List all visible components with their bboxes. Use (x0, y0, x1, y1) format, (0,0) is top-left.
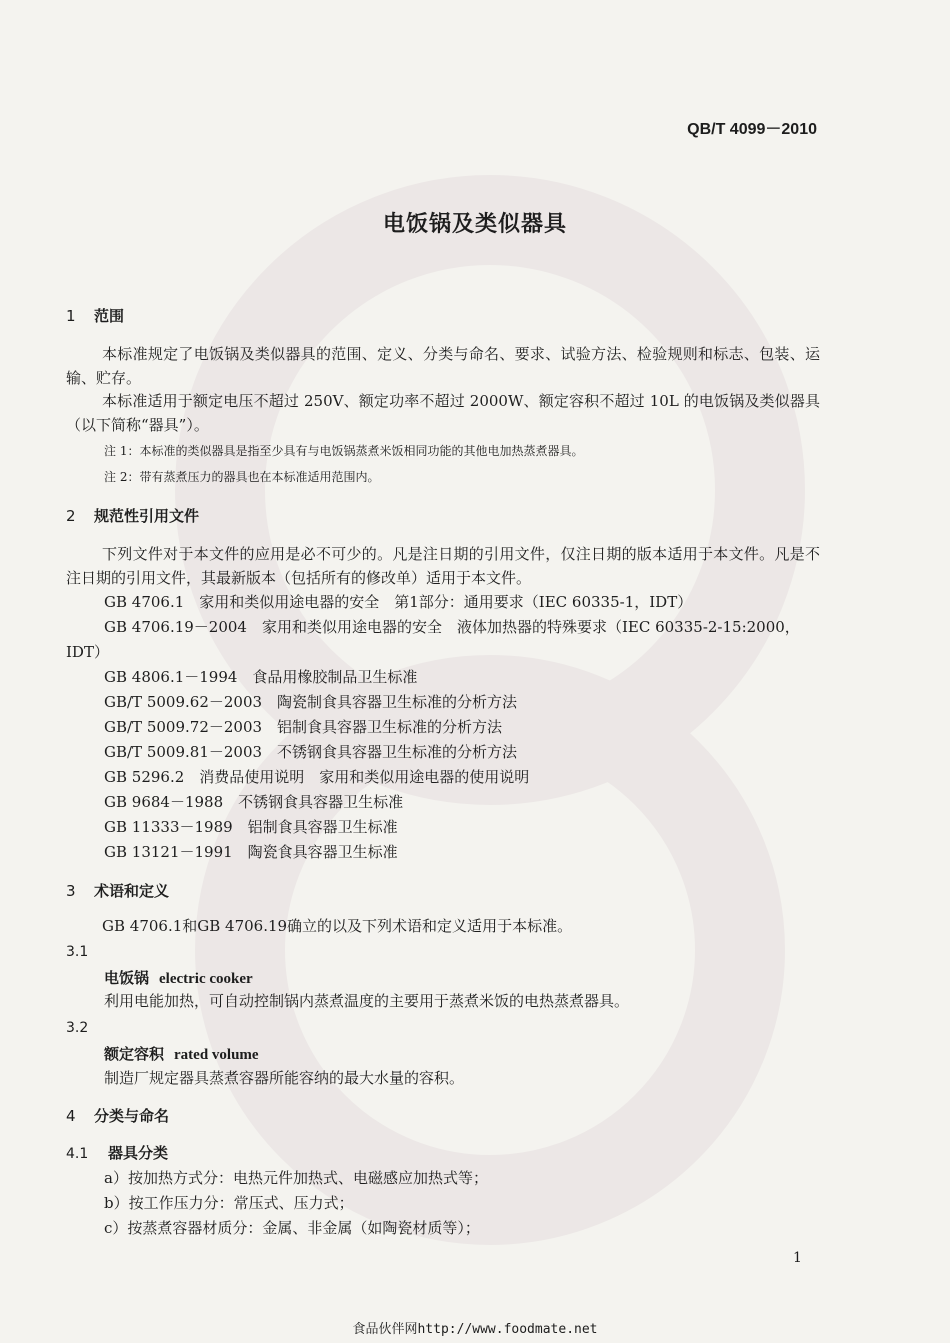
section-number: 4 (66, 1107, 76, 1125)
footer-source: 食品伙伴网http://www.foodmate.net (352, 1322, 598, 1337)
term-en: rated volume (174, 1047, 259, 1063)
list-item: b）按工作压力分：常压式、压力式； (104, 1194, 354, 1212)
term-heading (104, 967, 253, 988)
section-2-heading (66, 505, 199, 526)
reference-item: GB 4806.1－1994 食品用橡胶制品卫生标准 (104, 668, 418, 686)
section-4-heading (66, 1105, 169, 1126)
reference-item: GB/T 5009.62－2003 陶瓷制食具容器卫生标准的分析方法 (104, 693, 518, 711)
subsection-title: 器具分类 (108, 1144, 169, 1162)
document-title: 电饭锅及类似器具 (382, 212, 567, 237)
term-definition: 利用电能加热，可自动控制锅内蒸煮温度的主要用于蒸煮米饭的电热蒸煮器具。 (104, 992, 630, 1010)
page-number: 1 (793, 1250, 802, 1266)
section-title: 分类与命名 (94, 1107, 170, 1125)
reference-item-continuation: IDT） (66, 643, 109, 661)
note: 注 2：带有蒸煮压力的器具也在本标准适用范围内。 (104, 470, 380, 484)
note: 注 1：本标准的类似器具是指至少具有与电饭锅蒸煮米饭相同功能的其他电加热蒸煮器具。 (104, 444, 584, 458)
section-number: 3 (66, 882, 76, 900)
reference-item: GB 9684－1988 不锈钢食具容器卫生标准 (104, 793, 404, 811)
clause-number: 3.1 (66, 944, 89, 960)
section-title: 规范性引用文件 (94, 507, 200, 525)
term-en: electric cooker (159, 971, 253, 987)
paragraph: GB 4706.1和GB 4706.19确立的以及下列术语和定义适用于本标准。 (102, 917, 573, 935)
reference-item: GB 4706.1 家用和类似用途电器的安全 第1部分：通用要求（IEC 60335-1，IDT） (104, 593, 693, 611)
clause-number: 3.2 (66, 1020, 89, 1036)
section-number: 1 (66, 307, 76, 325)
term-heading (104, 1043, 259, 1064)
list-item: a）按加热方式分：电热元件加热式、电磁感应加热式等； (104, 1169, 488, 1187)
paragraph: 下列文件对于本文件的应用是必不可少的。凡是注日期的引用文件，仅注日期的版本适用于本文件。凡是不注日期的引用文件，其最新版本（包括所有的修改单）适用于本文件。 (66, 545, 820, 587)
paragraph: 本标准规定了电饭锅及类似器具的范围、定义、分类与命名、要求、试验方法、检验规则和标志、包装、运输、贮存。 (66, 345, 820, 387)
section-1-heading (66, 305, 124, 326)
subsection-number: 4.1 (66, 1146, 89, 1162)
term-definition: 制造厂规定器具蒸煮容器所能容纳的最大水量的容积。 (104, 1069, 465, 1087)
list-item: c）按蒸煮容器材质分：金属、非金属（如陶瓷材质等）； (104, 1219, 480, 1237)
reference-item: GB/T 5009.72－2003 铝制食具容器卫生标准的分析方法 (104, 718, 503, 736)
paragraph: 本标准适用于额定电压不超过 250V、额定功率不超过 2000W、额定容积不超过 10L 的电饭锅及类似器具（以下简称“器具”）。 (66, 392, 820, 434)
section-number: 2 (66, 507, 76, 525)
reference-item: GB/T 5009.81－2003 不锈钢食具容器卫生标准的分析方法 (104, 743, 518, 761)
term-zh: 电饭锅 (104, 969, 150, 987)
standard-code: QB/T 4099－2010 (687, 121, 817, 138)
section-3-heading (66, 880, 169, 901)
reference-item: GB 13121－1991 陶瓷食具容器卫生标准 (104, 843, 398, 861)
term-zh: 额定容积 (104, 1045, 165, 1063)
reference-item: GB 11333－1989 铝制食具容器卫生标准 (104, 818, 398, 836)
section-title: 范围 (94, 307, 125, 325)
reference-item: GB 5296.2 消费品使用说明 家用和类似用途电器的使用说明 (104, 768, 530, 786)
reference-item: GB 4706.19－2004 家用和类似用途电器的安全 液体加热器的特殊要求（IEC 60335-2-15:2000， (104, 618, 800, 636)
section-title: 术语和定义 (94, 882, 170, 900)
subsection-4-1-heading (66, 1142, 168, 1163)
